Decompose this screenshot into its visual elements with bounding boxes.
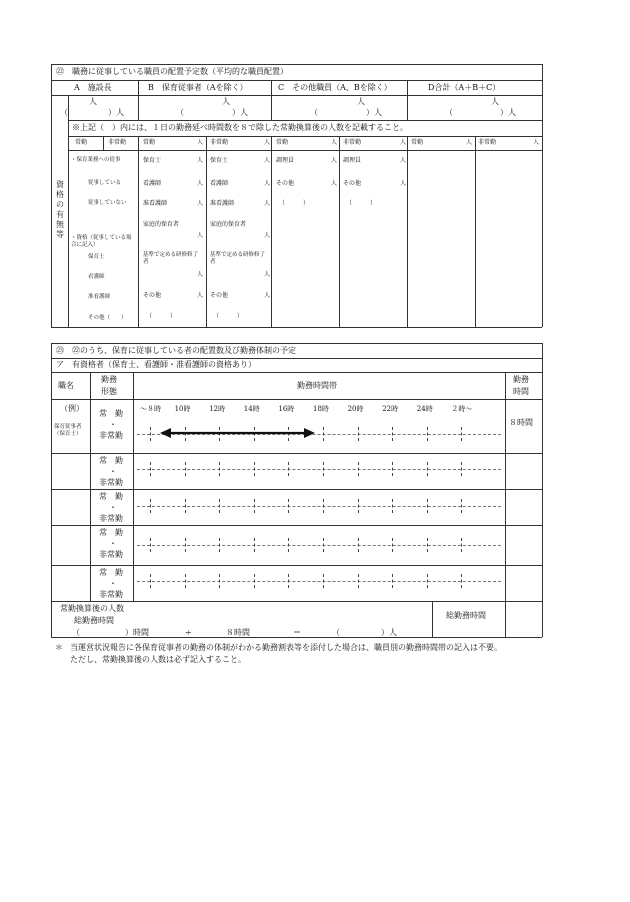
b-jokin-unit: 人 (197, 139, 204, 146)
col-d-paren-right: ）人 (500, 108, 516, 117)
formula-divide: ÷ (185, 628, 192, 637)
time-label: 16時 (278, 405, 295, 413)
c-jokin-unit: 人 (331, 139, 338, 146)
formula-close: ）時間 (125, 628, 149, 637)
b-hi-other-unit: 人 (264, 292, 271, 299)
hour-tick (358, 538, 359, 552)
b-hi-nurse-unit: 人 (264, 180, 271, 187)
hour-tick (427, 462, 428, 476)
a-item-nursery: 保育士 (88, 254, 105, 260)
hour-tick (185, 538, 186, 552)
header-form-2: 形態 (101, 387, 117, 396)
section-23-subtitle: ア 有資格者（保育士、看護師・准看護師の資格あり） (56, 360, 256, 369)
hour-tick (254, 462, 255, 476)
qualification-label: 資格の有無等 (56, 180, 64, 239)
result-open: （ (332, 628, 340, 637)
shift-time-line[interactable] (137, 545, 501, 546)
hour-tick (392, 538, 393, 552)
c-jo-cook-unit: 人 (331, 157, 338, 164)
footnote-line-1: 当運営状況報告に各保育従事者の勤務の体制がわかる勤務割表等を添付した場合は、職員別の勤務時間帯の記入は不要。 (70, 643, 502, 652)
time-label: 10時 (174, 405, 191, 413)
time-label: 22時 (382, 405, 399, 413)
col-a-unit: 人 (89, 97, 97, 106)
form-dot: ・ (109, 579, 117, 588)
d-hijokin-unit: 人 (533, 139, 540, 146)
hour-tick (219, 538, 220, 552)
form-dot: ・ (109, 420, 117, 429)
time-label: ～８時 (140, 405, 161, 413)
col-a-paren-left: （ (60, 108, 68, 117)
arrow-head-right (304, 428, 315, 438)
b-jo-family-unit: 人 (197, 232, 204, 239)
col-b-header: B 保育従事者（Aを除く） (148, 83, 248, 92)
fte-note: ※上記（ ）内には、１日の勤務延べ時間数を８で除した常勤換算後の人数を記載すること。 (72, 123, 408, 132)
b-hi-nurse: 看護師 (210, 180, 229, 187)
footnote-star: ＊ (55, 643, 63, 652)
hour-tick (219, 462, 220, 476)
hour-tick (427, 538, 428, 552)
b-hi-trained: 基準で定める研修修了者 (210, 252, 266, 265)
hour-tick (185, 499, 186, 513)
a-hijokin: 非常勤 (108, 139, 127, 146)
a-item-other: その他（ ） (88, 315, 127, 321)
col-a-header: A 施設長 (74, 83, 112, 92)
b-jo-nursery-unit: 人 (197, 157, 204, 164)
hour-tick (185, 462, 186, 476)
hour-tick (427, 499, 428, 513)
c-hijokin: 非常勤 (343, 139, 362, 146)
header-hours-2: 時間 (513, 387, 529, 396)
form-dot: ・ (109, 503, 117, 512)
hour-tick (323, 499, 324, 513)
b-hijokin: 非常勤 (210, 139, 229, 146)
b-jo-assoc: 准看護師 (143, 200, 168, 207)
hour-tick (323, 538, 324, 552)
b-jo-nurse: 看護師 (143, 180, 162, 187)
hour-tick (461, 574, 462, 588)
hour-tick (358, 499, 359, 513)
b-hi-other: その他 (210, 292, 229, 299)
form-jokin: 常 勤 (99, 528, 123, 537)
time-label: 14時 (243, 405, 260, 413)
form-hijokin: 非常勤 (99, 550, 123, 559)
time-label: 24時 (416, 405, 433, 413)
hour-tick (288, 538, 289, 552)
time-label: ２時～ (451, 405, 473, 413)
example-hours: ８時間 (509, 418, 533, 427)
c-jokin: 常勤 (276, 139, 289, 146)
d-jokin-unit: 人 (466, 139, 473, 146)
b-jokin: 常勤 (143, 139, 156, 146)
hour-tick (254, 574, 255, 588)
example-shift-arrow (133, 425, 505, 441)
hour-tick (150, 538, 151, 552)
a-item-nurse: 看護師 (88, 274, 105, 280)
form-hijokin: 非常勤 (99, 514, 123, 523)
footnote-line-2: ただし、常勤換算後の人数は必ず記入すること。 (70, 655, 246, 664)
hour-tick (427, 574, 428, 588)
b-jo-other: その他 (143, 292, 162, 299)
hour-tick (288, 462, 289, 476)
c-hi-other: その他 (343, 180, 362, 187)
hour-tick (254, 499, 255, 513)
hour-tick (219, 574, 220, 588)
c-hi-cook: 調理員 (343, 157, 362, 164)
b-jo-nurse-unit: 人 (197, 180, 204, 187)
b-jo-trained-unit: 人 (197, 271, 204, 278)
hour-tick (150, 574, 151, 588)
hour-tick (461, 538, 462, 552)
d-jokin: 常勤 (411, 139, 424, 146)
col-c-header: C その他職員（A、Bを除く） (278, 83, 392, 92)
hour-tick (358, 462, 359, 476)
form-jokin: 常 勤 (99, 409, 123, 418)
example-post: 保育従事者（保育士） (54, 424, 82, 437)
hour-tick (150, 499, 151, 513)
col-b-unit: 人 (222, 97, 230, 106)
hour-tick (254, 538, 255, 552)
formula-equals: ＝ (293, 628, 301, 637)
form-dot: ・ (109, 539, 117, 548)
arrow-head-left (160, 428, 171, 438)
a-item-qualification: ・資格（従事している場合に記入） (71, 235, 132, 248)
b-jo-other-paren: （ ） (146, 313, 177, 320)
hour-tick (392, 499, 393, 513)
col-c-unit: 人 (357, 97, 365, 106)
hour-tick (323, 574, 324, 588)
d-hijokin: 非常勤 (478, 139, 497, 146)
form-dot: ・ (109, 467, 117, 476)
a-item-duty: ・保育業務への従事 (71, 157, 121, 163)
b-hi-family-unit: 人 (264, 232, 271, 239)
c-hi-other-unit: 人 (400, 180, 407, 187)
hour-tick (288, 499, 289, 513)
col-c-paren-left: （ (310, 108, 318, 117)
shift-time-line[interactable] (137, 581, 501, 582)
b-hi-assoc-unit: 人 (264, 200, 271, 207)
result-close: ）人 (381, 628, 397, 637)
header-hours-1: 勤務 (513, 375, 529, 384)
time-label: 12時 (209, 405, 226, 413)
a-item-not-engaged: 従事していない (88, 200, 127, 206)
form-jokin: 常 勤 (99, 568, 123, 577)
total-hours-label: 総勤務時間 (74, 616, 114, 625)
formula-open: （ (72, 628, 80, 637)
b-hi-assoc: 准看護師 (210, 200, 235, 207)
header-timeband: 勤務時間帯 (297, 381, 337, 390)
b-jo-other-unit: 人 (197, 292, 204, 299)
section-23-title: ㉓ ㉒のうち、保育に従事している者の配置数及び勤務体制の予定 (56, 346, 296, 355)
total-hours-box: 総勤務時間 (446, 611, 486, 620)
b-hi-nursery-unit: 人 (264, 157, 271, 164)
form-jokin: 常 勤 (99, 492, 123, 501)
col-d-paren-left: （ (445, 108, 453, 117)
form-jokin: 常 勤 (99, 456, 123, 465)
b-hi-trained-unit: 人 (264, 271, 271, 278)
c-jo-other-unit: 人 (331, 180, 338, 187)
section-22-title: ㉒ 職務に従事している職員の配置予定数（平均的な職員配置） (56, 67, 288, 76)
b-jo-nursery: 保育士 (143, 157, 162, 164)
c-hijokin-unit: 人 (400, 139, 407, 146)
hour-tick (392, 462, 393, 476)
shift-time-line[interactable] (137, 469, 501, 470)
col-d-unit: 人 (491, 97, 499, 106)
header-form-1: 勤務 (101, 375, 117, 384)
form-hijokin: 非常勤 (99, 478, 123, 487)
hour-tick (150, 462, 151, 476)
b-jo-trained: 基準で定める研修修了者 (143, 252, 199, 265)
formula-eight-hours: ８時間 (226, 628, 250, 637)
b-hi-other-paren: （ ） (213, 313, 244, 320)
hour-tick (461, 499, 462, 513)
col-b-paren-left: （ (176, 108, 184, 117)
hour-tick (461, 462, 462, 476)
hour-tick (358, 574, 359, 588)
form-hijokin: 非常勤 (99, 590, 123, 599)
hour-tick (323, 462, 324, 476)
hour-tick (392, 574, 393, 588)
b-hijokin-unit: 人 (264, 139, 271, 146)
b-hi-family: 家庭的保育者 (210, 221, 247, 228)
b-jo-family: 家庭的保育者 (143, 221, 180, 228)
fte-label: 常勤換算後の人数 (60, 604, 124, 613)
b-hi-nursery: 保育士 (210, 157, 229, 164)
c-jo-other: その他 (276, 180, 295, 187)
col-c-paren-right: ）人 (366, 108, 382, 117)
c-hi-paren: （ ） (346, 200, 377, 207)
c-hi-cook-unit: 人 (400, 157, 407, 164)
a-item-engaged: 従事している (88, 180, 122, 186)
b-jo-assoc-unit: 人 (197, 200, 204, 207)
c-jo-cook: 調理員 (276, 157, 295, 164)
hour-tick (288, 574, 289, 588)
shift-time-line[interactable] (137, 506, 501, 507)
a-jokin: 常勤 (75, 139, 88, 146)
col-d-header: D合計（A＋B＋C） (428, 83, 501, 92)
time-label: 20時 (347, 405, 364, 413)
col-a-paren-right: ）人 (108, 108, 124, 117)
a-item-assoc-nurse: 准看護師 (88, 294, 111, 300)
c-jo-paren: （ ） (279, 200, 310, 207)
form-hijokin: 非常勤 (99, 431, 123, 440)
hour-tick (185, 574, 186, 588)
hour-tick (219, 499, 220, 513)
example-label: （例） (60, 404, 84, 413)
time-label: 18時 (313, 405, 329, 413)
header-post: 職名 (58, 381, 74, 390)
col-b-paren-right: ）人 (232, 108, 248, 117)
